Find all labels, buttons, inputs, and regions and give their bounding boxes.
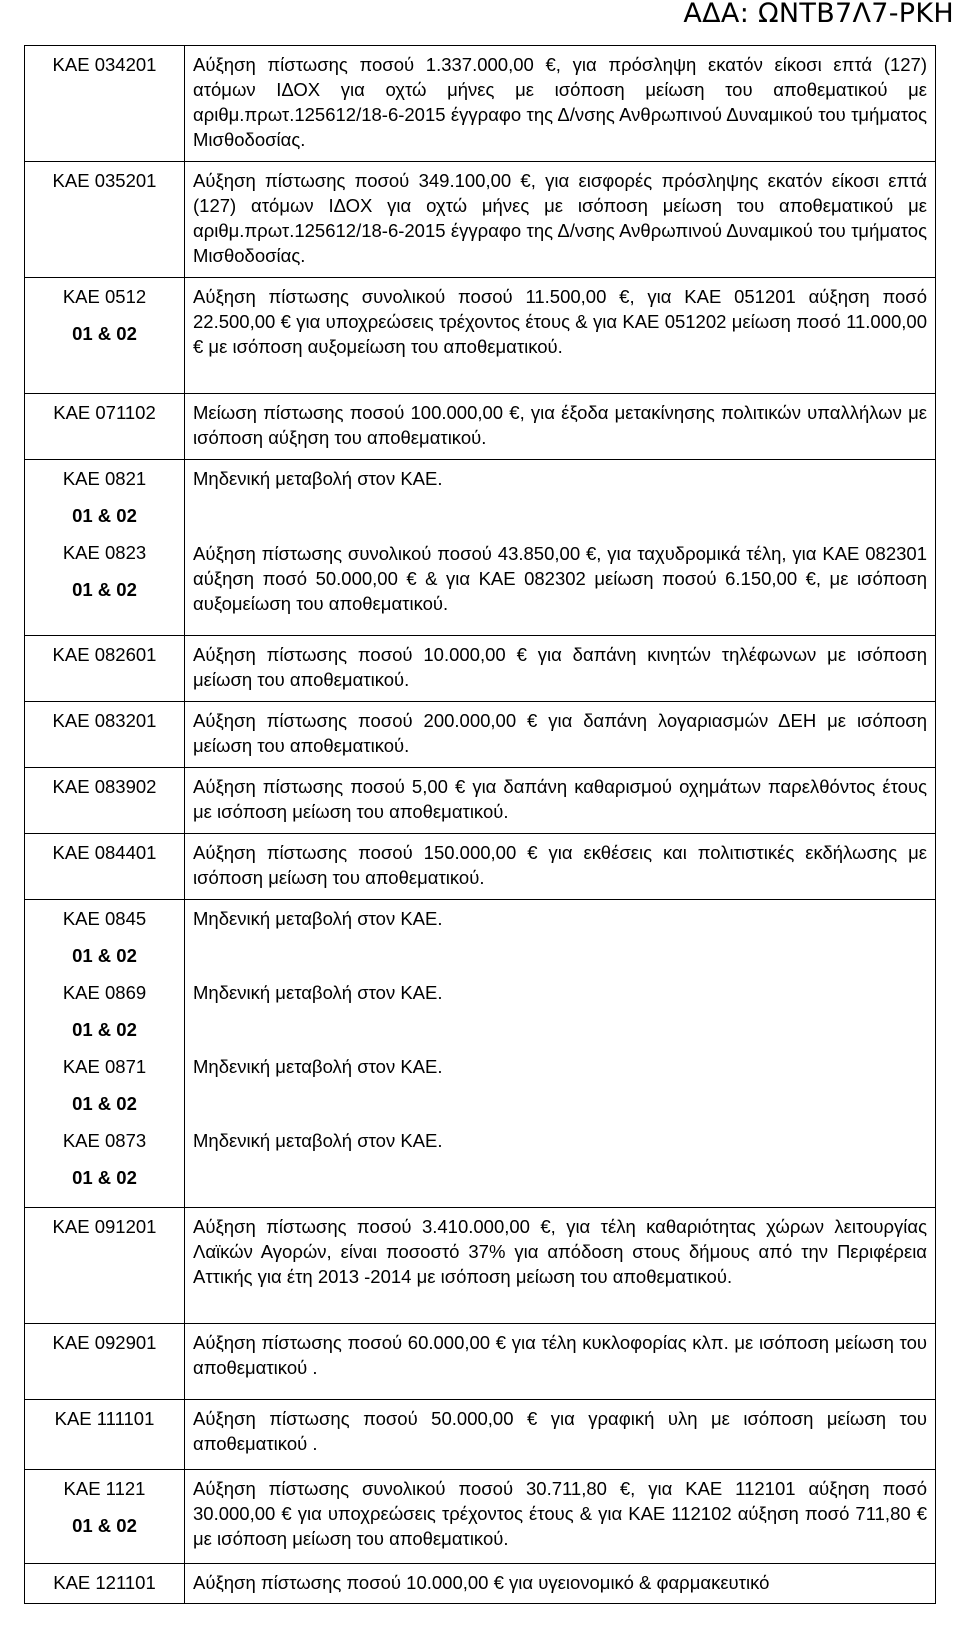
kae-code: ΚΑΕ 035201 (52, 170, 157, 191)
table-row (25, 460, 936, 636)
table-row (25, 394, 936, 460)
table-row (25, 900, 936, 1208)
kae-code: ΚΑΕ 111101 (54, 1408, 155, 1429)
kae-code: ΚΑΕ 034201 (52, 54, 157, 75)
description-text: Αύξηση πίστωσης ποσού 349.100,00 €, για εισφορές πρόσληψης εκατόν είκοσι επτά (127) ατόμων ΙΔΟΧ για οχτώ μήνες με ισόποση μείωση του αποθεματικού με αριθμ.πρωτ.125612/18-6-2015 έγγραφο της Δ/νσης Ανθρωπινού Δυναμικού του τμήματος Μισθοδοσίας. (193, 170, 927, 266)
description-cell (185, 278, 936, 394)
kae-code: ΚΑΕ 0512 (62, 286, 147, 307)
table-row (25, 834, 936, 900)
kae-code: ΚΑΕ 082601 (52, 644, 157, 665)
kae-code-cell (25, 1208, 185, 1324)
kae-code-cell (25, 834, 185, 900)
table-row (25, 702, 936, 768)
description-cell (185, 1564, 936, 1604)
description-text: Αύξηση πίστωσης ποσού 10.000,00 € για υγειονομικό & φαρμακευτικό (193, 1572, 770, 1593)
kae-code: ΚΑΕ 0823 (62, 542, 147, 563)
description-text: Αύξηση πίστωσης ποσού 150.000,00 € για εκθέσεις και πολιτιστικές εκδήλωσης με ισόποση μείωση του αποθεματικού. (193, 842, 927, 888)
kae-code-cell (25, 1324, 185, 1400)
kae-subcodes: 01 & 02 (72, 1019, 137, 1040)
kae-code: ΚΑΕ 084401 (52, 842, 157, 863)
description-text: Μείωση πίστωσης ποσού 100.000,00 €, για έξοδα μετακίνησης πολιτικών υπαλλήλων με ισόποση αύξηση του αποθεματικού. (193, 402, 927, 448)
description-cell (185, 1400, 936, 1470)
description-cell (185, 460, 936, 636)
description-text: Αύξηση πίστωσης συνολικού ποσού 43.850,00 €, για ταχυδρομικά τέλη, για ΚΑΕ 082301 αύξηση ποσό 50.000,00 € & για ΚΑΕ 082302 μείωση ποσού 6.150,00 €, με ισόποση αυξομείωση του αποθεματικού. (193, 543, 927, 614)
kae-code-cell (25, 1470, 185, 1564)
description-cell (185, 834, 936, 900)
kae-code-cell (25, 768, 185, 834)
description-text: Αύξηση πίστωσης ποσού 50.000,00 € για γραφική υλη με ισόποση μείωση του αποθεματικού . (193, 1408, 927, 1454)
kae-code: ΚΑΕ 083902 (52, 776, 157, 797)
table-row (25, 1324, 936, 1400)
kae-code: ΚΑΕ 0845 (62, 908, 147, 929)
kae-code: ΚΑΕ 0821 (62, 468, 147, 489)
description-cell (185, 636, 936, 702)
budget-changes-table (24, 45, 936, 1604)
kae-subcodes: 01 & 02 (72, 579, 137, 600)
kae-code: ΚΑΕ 071102 (53, 402, 156, 423)
description-text: Μηδενική μεταβολή στον ΚΑΕ. (193, 1056, 443, 1077)
kae-code: ΚΑΕ 083201 (52, 710, 157, 731)
kae-subcodes: 01 & 02 (72, 323, 137, 344)
description-cell (185, 46, 936, 162)
description-text: Μηδενική μεταβολή στον ΚΑΕ. (193, 982, 443, 1003)
description-text: Αύξηση πίστωσης ποσού 200.000,00 € για δαπάνη λογαριασμών ΔΕΗ με ισόποση μείωση του αποθεματικού. (193, 710, 927, 756)
table-row (25, 1400, 936, 1470)
description-cell (185, 394, 936, 460)
table-row (25, 162, 936, 278)
description-cell (185, 702, 936, 768)
kae-code-cell (25, 1564, 185, 1604)
description-text: Αύξηση πίστωσης ποσού 10.000,00 € για δαπάνη κινητών τηλέφωνων με ισόποση μείωση του αποθεματικού. (193, 644, 927, 690)
table-row (25, 768, 936, 834)
kae-code-cell (25, 46, 185, 162)
kae-code-cell (25, 394, 185, 460)
table-row (25, 1208, 936, 1324)
kae-code-cell (25, 278, 185, 394)
kae-code: ΚΑΕ 121101 (53, 1572, 156, 1593)
description-text: Μηδενική μεταβολή στον ΚΑΕ. (193, 468, 443, 489)
kae-subcodes: 01 & 02 (72, 505, 137, 526)
table-row (25, 1564, 936, 1604)
description-cell (185, 900, 936, 1208)
kae-subcodes: 01 & 02 (72, 1167, 137, 1188)
table-row (25, 636, 936, 702)
kae-subcodes: 01 & 02 (72, 1515, 137, 1536)
table-row (25, 1470, 936, 1564)
kae-code: ΚΑΕ 0869 (62, 982, 147, 1003)
description-text: Αύξηση πίστωσης ποσού 60.000,00 € για τέλη κυκλοφορίας κλπ. με ισόποση μείωση του αποθεματικού . (193, 1332, 927, 1378)
description-text: Αύξηση πίστωσης συνολικού ποσού 30.711,80 €, για ΚΑΕ 112101 αύξηση ποσό 30.000,00 € για υποχρεώσεις τρέχοντος έτους & για ΚΑΕ 112102 αύξηση ποσό 711,80 € με ισόποση μείωση του αποθεματικού. (193, 1478, 927, 1549)
description-text: Μηδενική μεταβολή στον ΚΑΕ. (193, 908, 443, 929)
description-text: Αύξηση πίστωσης ποσού 3.410.000,00 €, για τέλη καθαριότητας χώρων λειτουργίας Λαϊκών Αγορών, είναι ποσοστό 37% για απόδοση στους δήμους από την Περιφέρεια Αττικής για έτη 2013 -2014 με ισόποση μείωση του αποθεματικού. (193, 1216, 927, 1287)
description-text: Μηδενική μεταβολή στον ΚΑΕ. (193, 1130, 443, 1151)
table-row (25, 278, 936, 394)
description-text: Αύξηση πίστωσης συνολικού ποσού 11.500,00 €, για ΚΑΕ 051201 αύξηση ποσό 22.500,00 € για υποχρεώσεις τρέχοντος έτους & για ΚΑΕ 051202 μείωση ποσό 11.000,00 € με ισόποση αυξομείωση του αποθεματικού. (193, 286, 927, 357)
description-text: Αύξηση πίστωσης ποσού 5,00 € για δαπάνη καθαρισμού οχημάτων παρελθόντος έτους με ισόποση μείωση του αποθεματικού. (193, 776, 927, 822)
kae-code-cell (25, 900, 185, 1208)
description-cell (185, 1470, 936, 1564)
kae-code-cell (25, 460, 185, 636)
description-cell (185, 162, 936, 278)
kae-code: ΚΑΕ 0873 (62, 1130, 147, 1151)
ada-identifier: ΑΔΑ: ΩΝΤΒ7Λ7-ΡΚΗ (683, 0, 954, 29)
kae-code-cell (25, 162, 185, 278)
description-text: Αύξηση πίστωσης ποσού 1.337.000,00 €, για πρόσληψη εκατόν είκοσι επτά (127) ατόμων ΙΔΟΧ για οχτώ μήνες με ισόποση μείωση του αποθεματικού με αριθμ.πρωτ.125612/18-6-2015 έγγραφο της Δ/νσης Ανθρωπινού Δυναμικού του τμήματος Μισθοδοσίας. (193, 54, 927, 150)
kae-code-cell (25, 1400, 185, 1470)
kae-code-cell (25, 636, 185, 702)
description-cell (185, 1324, 936, 1400)
kae-code: ΚΑΕ 1121 (63, 1478, 146, 1499)
description-cell (185, 1208, 936, 1324)
kae-subcodes: 01 & 02 (72, 945, 137, 966)
table-row (25, 46, 936, 162)
description-cell (185, 768, 936, 834)
kae-code: ΚΑΕ 0871 (62, 1056, 147, 1077)
kae-code-cell (25, 702, 185, 768)
kae-code: ΚΑΕ 091201 (52, 1216, 157, 1237)
kae-code: ΚΑΕ 092901 (52, 1332, 157, 1353)
kae-subcodes: 01 & 02 (72, 1093, 137, 1114)
